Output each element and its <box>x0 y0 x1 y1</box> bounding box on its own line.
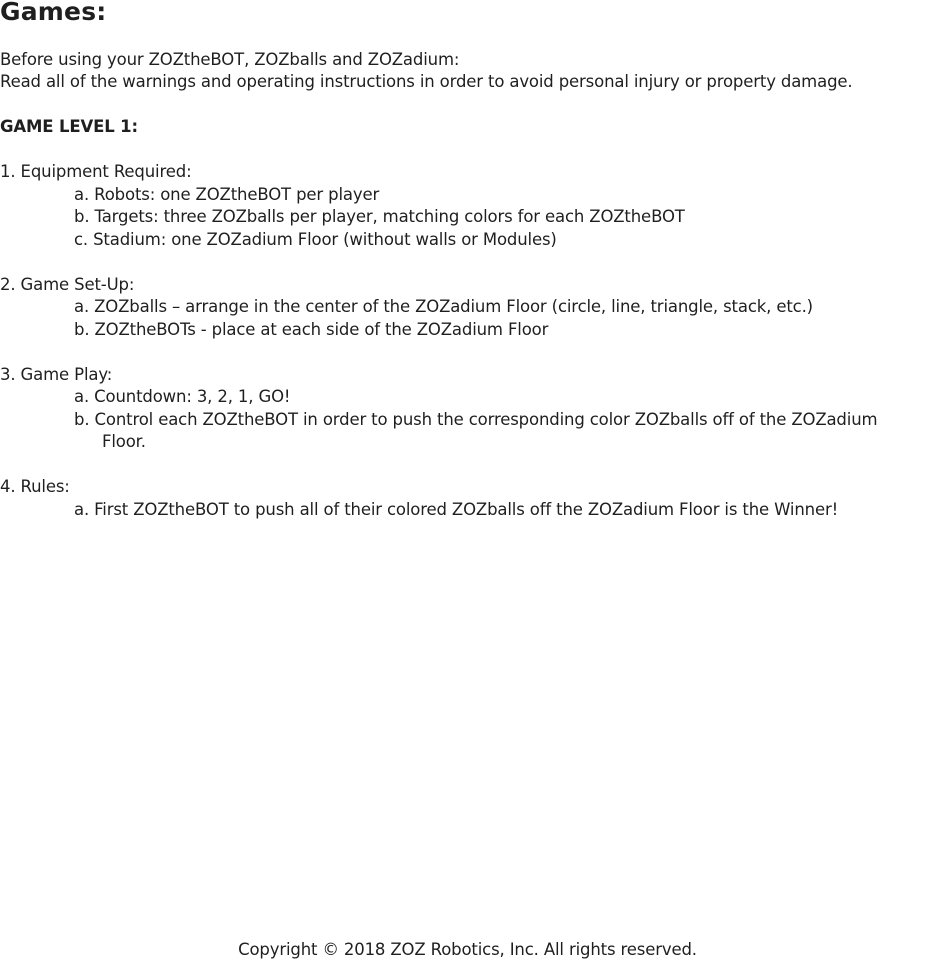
section-heading-play: 3. Game Play: <box>0 365 113 384</box>
list-item-control-continuation: Floor. <box>102 432 146 451</box>
list-item-winner-rule: a. First ZOZtheBOT to push all of their colored ZOZballs off the ZOZadium Floor is the Winner! <box>74 500 839 519</box>
copyright-footer: Copyright © 2018 ZOZ Robotics, Inc. All rights reserved. <box>238 940 697 959</box>
list-item-stadium: c. Stadium: one ZOZadium Floor (without walls or Modules) <box>74 230 557 249</box>
level-heading: GAME LEVEL 1: <box>0 117 138 136</box>
list-item-zozballs-arrange: a. ZOZballs – arrange in the center of the ZOZadium Floor (circle, line, triangle, stack, etc.) <box>74 297 813 316</box>
section-heading-rules: 4. Rules: <box>0 477 70 496</box>
page-title: Games: <box>0 0 107 26</box>
list-item-control: b. Control each ZOZtheBOT in order to push the corresponding color ZOZballs off of the ZOZadium <box>74 410 878 429</box>
list-item-robots: a. Robots: one ZOZtheBOT per player <box>74 185 380 204</box>
section-heading-setup: 2. Game Set-Up: <box>0 275 135 294</box>
section-heading-equipment: 1. Equipment Required: <box>0 162 192 181</box>
intro-line-2: Read all of the warnings and operating instructions in order to avoid personal injury or property damage. <box>0 72 853 91</box>
list-item-countdown: a. Countdown: 3, 2, 1, GO! <box>74 387 291 406</box>
intro-line-1: Before using your ZOZtheBOT, ZOZballs and ZOZadium: <box>0 50 460 69</box>
list-item-zozthebots-place: b. ZOZtheBOTs - place at each side of the ZOZadium Floor <box>74 320 549 339</box>
list-item-targets: b. Targets: three ZOZballs per player, matching colors for each ZOZtheBOT <box>74 207 685 226</box>
